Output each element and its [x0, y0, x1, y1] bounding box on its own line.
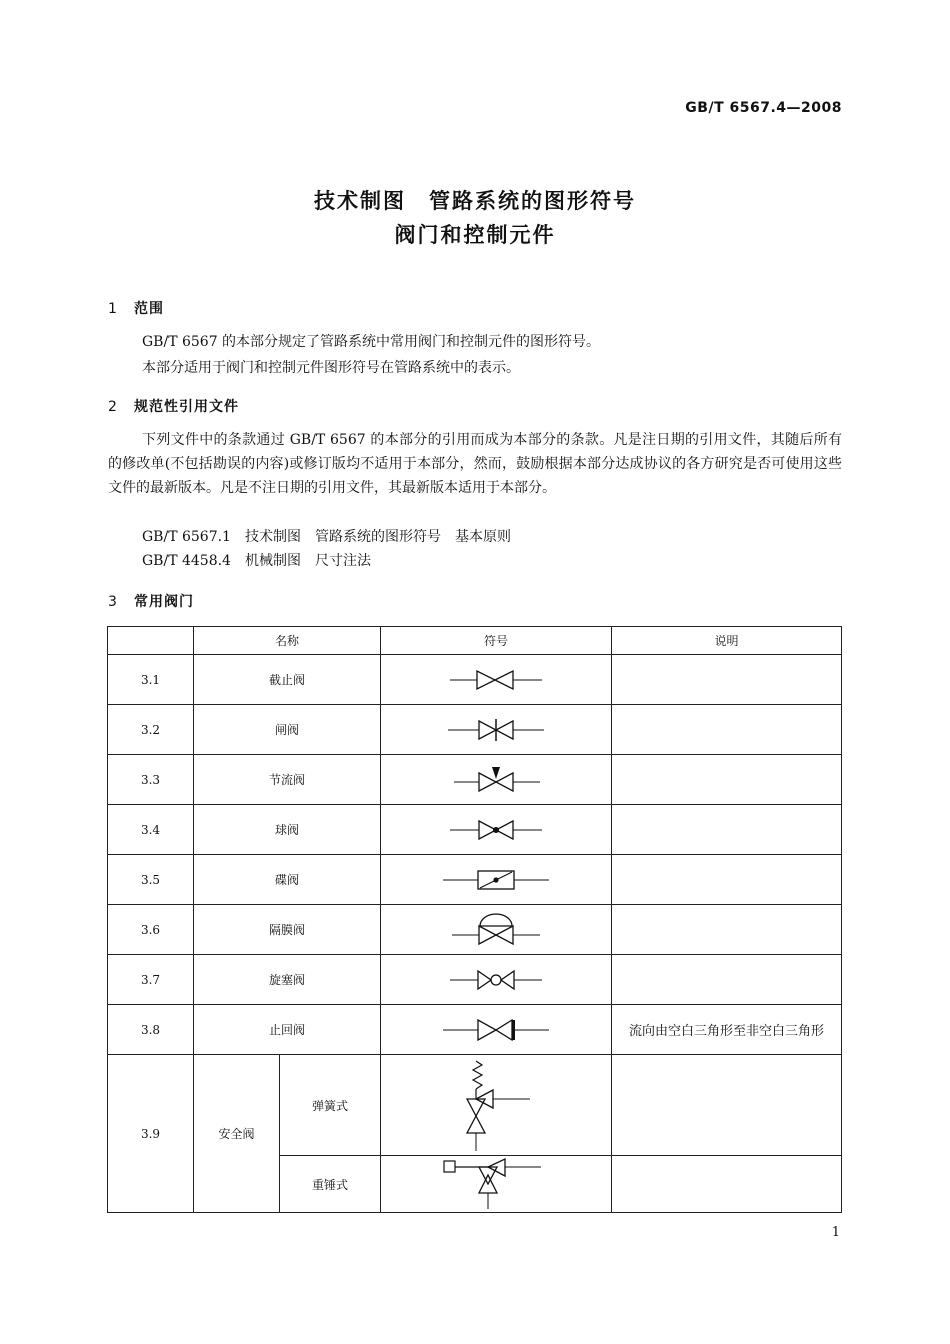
- scope-paragraph-1: GB/T 6567 的本部分规定了管路系统中常用阀门和控制元件的图形符号。: [142, 334, 601, 350]
- gate-valve-icon: [446, 715, 546, 745]
- table-row: [108, 955, 842, 1005]
- row-symbol: [381, 1156, 612, 1213]
- doc-title-line1: 技术制图 管路系统的图形符号: [314, 189, 636, 213]
- row-desc: [612, 855, 842, 905]
- table-row: [108, 855, 842, 905]
- valve-symbol-table: [107, 626, 842, 1213]
- table-header-row: [108, 627, 842, 655]
- table-row: [108, 1005, 842, 1055]
- row-number: 3.1: [108, 655, 194, 705]
- row-desc: [612, 705, 842, 755]
- row-symbol: [381, 905, 612, 955]
- normative-paragraph: 下列文件中的条款通过 GB/T 6567 的本部分的引用而成为本部分的条款。凡是注日期的引用文件，其随后所有的修改单(不包括勘误的内容)或修订版均不适用于本部分，然而，鼓励根据本部分达成协议的各方研究是否可使用这些文件的最新版本。凡是不注日期的引用文件，其最新版本适用于本部分。: [108, 432, 842, 496]
- globe-valve-icon: [446, 665, 546, 695]
- weight-safety-valve-icon: [441, 1157, 551, 1211]
- throttle-valve-icon: [446, 764, 546, 796]
- row-symbol: [381, 955, 612, 1005]
- header-cell-desc: 说明: [612, 627, 842, 655]
- row-desc: [612, 655, 842, 705]
- spring-safety-valve-icon: [446, 1057, 546, 1153]
- row-symbol: [381, 755, 612, 805]
- table-row: [108, 905, 842, 955]
- row-name: 球阀: [194, 805, 381, 855]
- row-name: 闸阀: [194, 705, 381, 755]
- row-name: 节流阀: [194, 755, 381, 805]
- section-number: 3: [108, 594, 118, 610]
- row-number: 3.3: [108, 755, 194, 805]
- row-symbol: [381, 855, 612, 905]
- butterfly-valve-icon: [441, 865, 551, 895]
- row-desc: [612, 1156, 842, 1213]
- row-symbol: [381, 1005, 612, 1055]
- row-name: 截止阀: [194, 655, 381, 705]
- ball-valve-icon: [446, 815, 546, 845]
- row-desc: [612, 755, 842, 805]
- row-number: 3.8: [108, 1005, 194, 1055]
- row-desc: [612, 805, 842, 855]
- row-name: 隔膜阀: [194, 905, 381, 955]
- row-name: 旋塞阀: [194, 955, 381, 1005]
- row-desc: [612, 955, 842, 1005]
- table-row: [108, 705, 842, 755]
- row-number: 3.4: [108, 805, 194, 855]
- row-subtype: 重锤式: [280, 1156, 381, 1213]
- section-number: 1: [108, 301, 118, 317]
- row-number: 3.5: [108, 855, 194, 905]
- plug-valve-icon: [446, 965, 546, 995]
- row-subtype: 弹簧式: [280, 1055, 381, 1156]
- header-cell-symbol: 符号: [381, 627, 612, 655]
- reference-item: GB/T 4458.4 机械制图 尺寸注法: [142, 553, 371, 569]
- table-row: [108, 805, 842, 855]
- row-name: 安全阀: [194, 1055, 280, 1213]
- row-desc: [612, 905, 842, 955]
- section-title: 规范性引用文件: [134, 399, 239, 415]
- check-valve-icon: [441, 1014, 551, 1046]
- row-symbol: [381, 705, 612, 755]
- row-name: 止回阀: [194, 1005, 381, 1055]
- section-heading-scope: [108, 298, 164, 318]
- table-row: [108, 1055, 842, 1156]
- row-desc: [612, 1055, 842, 1156]
- section-heading-normative: [108, 396, 239, 416]
- header-cell-num: [108, 627, 194, 655]
- section-heading-valves: [108, 591, 194, 611]
- scope-paragraph-2: 本部分适用于阀门和控制元件图形符号在管路系统中的表示。: [142, 360, 520, 376]
- table-row: [108, 755, 842, 805]
- row-number: 3.2: [108, 705, 194, 755]
- section-title: 常用阀门: [134, 594, 194, 610]
- header-cell-name: 名称: [194, 627, 381, 655]
- row-number: 3.9: [108, 1055, 194, 1213]
- row-symbol: [381, 1055, 612, 1156]
- reference-list: [142, 525, 511, 573]
- row-number: 3.7: [108, 955, 194, 1005]
- diaphragm-valve-icon: [446, 913, 546, 947]
- standard-code: GB/T 6567.4—2008: [685, 100, 842, 116]
- row-name: 碟阀: [194, 855, 381, 905]
- reference-item: GB/T 6567.1 技术制图 管路系统的图形符号 基本原则: [142, 529, 511, 545]
- doc-title-line2: 阀门和控制元件: [394, 223, 556, 247]
- page-number: 1: [831, 1225, 840, 1240]
- table-row: [108, 655, 842, 705]
- row-symbol: [381, 655, 612, 705]
- section-number: 2: [108, 399, 118, 415]
- section-title: 范围: [134, 301, 164, 317]
- row-number: 3.6: [108, 905, 194, 955]
- row-symbol: [381, 805, 612, 855]
- row-desc: 流向由空白三角形至非空白三角形: [612, 1005, 842, 1055]
